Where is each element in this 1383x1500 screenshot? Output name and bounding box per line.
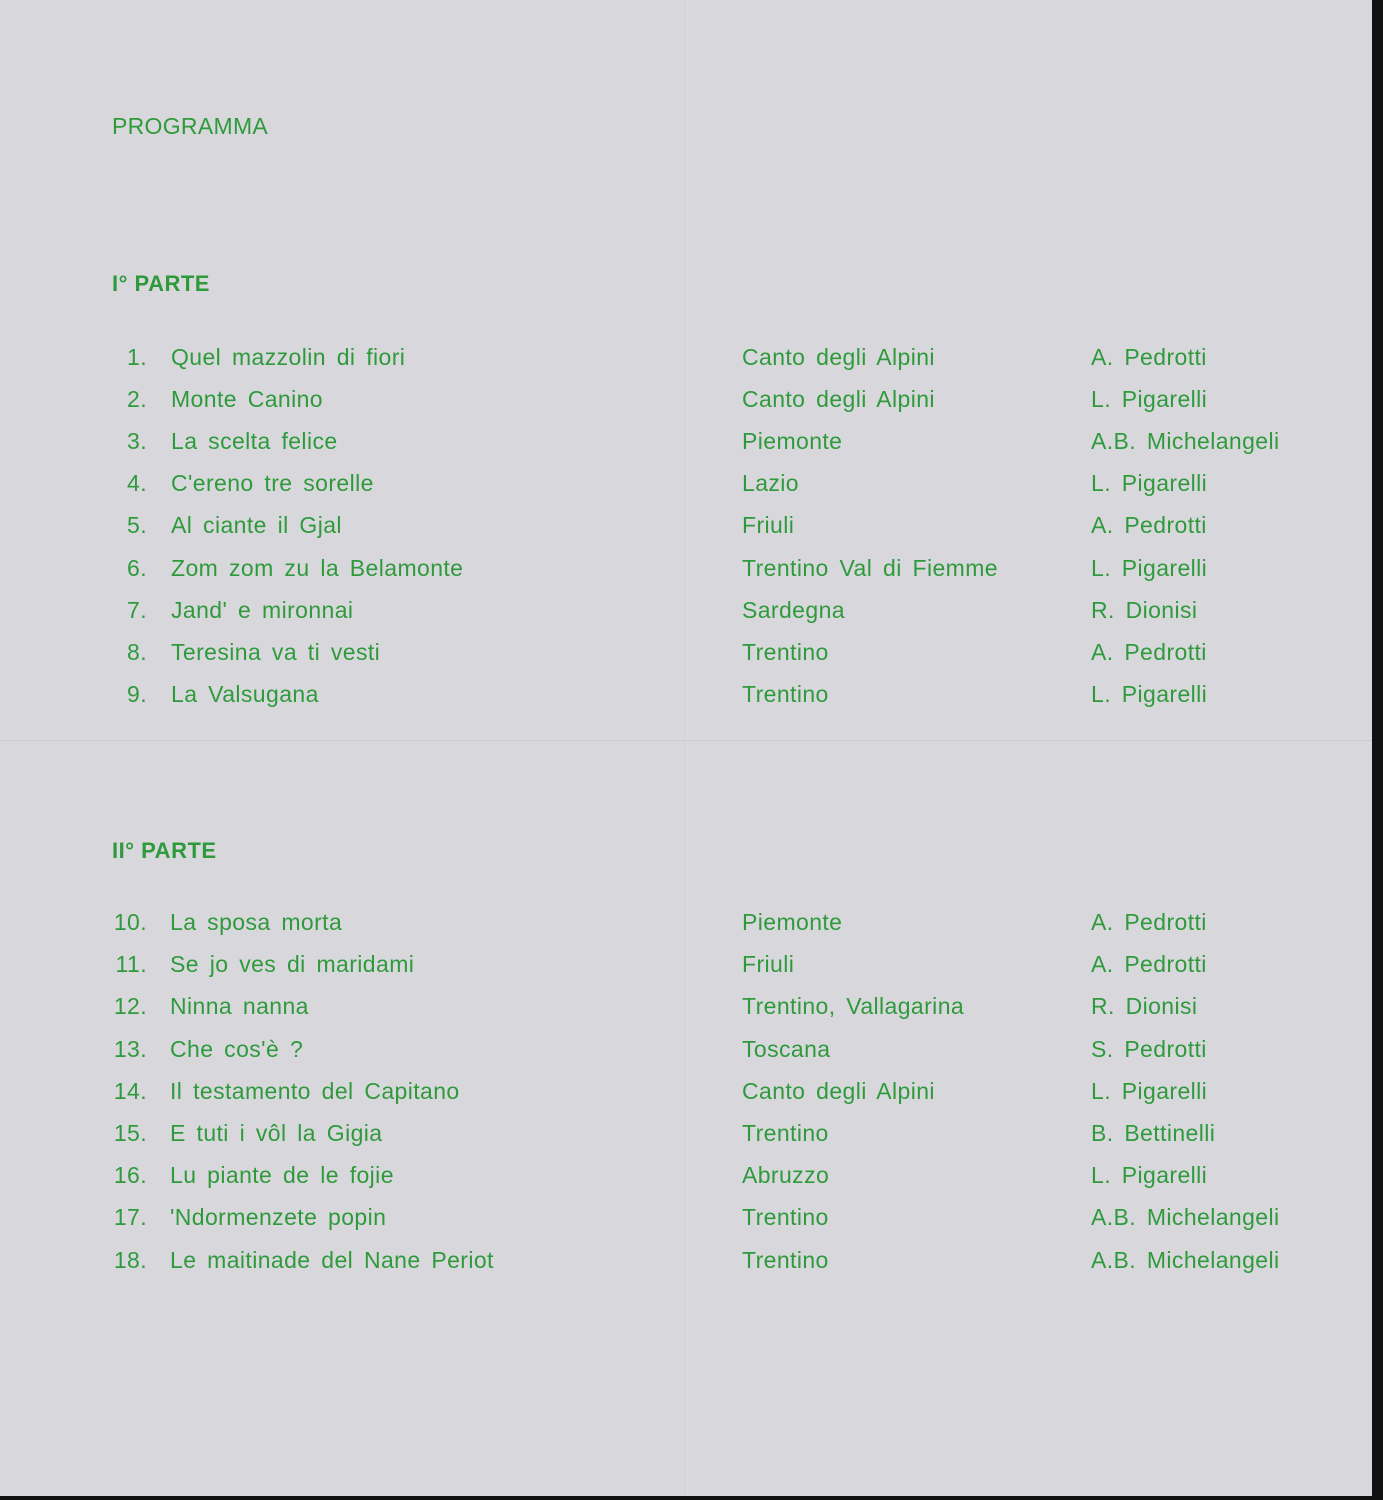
item-number: 10. — [113, 909, 147, 935]
song-title: E tuti i vôl la Gigia — [170, 1120, 383, 1146]
song-title: Al ciante il Gjal — [171, 512, 342, 539]
page-title: PROGRAMMA — [112, 113, 269, 139]
song-origin: Sardegna — [742, 596, 845, 623]
item-number: 15. — [113, 1120, 147, 1146]
song-origin: Trentino — [742, 1204, 829, 1231]
song-title: 'Ndormenzete popin — [170, 1204, 387, 1231]
song-title: Quel mazzolin di fiori — [171, 344, 406, 370]
song-arranger: L. Pigarelli — [1091, 470, 1208, 497]
song-origin: Trentino, Vallagarina — [742, 993, 965, 1020]
song-arranger: A. Pedrotti — [1091, 344, 1207, 370]
song-title: La Valsugana — [171, 680, 319, 707]
program-item — [0, 1247, 1372, 1279]
horizontal-fold-line — [0, 738, 1372, 741]
song-title: C'ereno tre sorelle — [171, 470, 374, 497]
song-arranger: S. Pedrotti — [1091, 1035, 1207, 1062]
song-title: Zom zom zu la Belamonte — [171, 554, 464, 581]
item-number: 13. — [113, 1035, 147, 1062]
program-item — [0, 639, 1372, 671]
program-item — [0, 1078, 1372, 1110]
program-item — [0, 1162, 1372, 1194]
song-arranger: A.B. Michelangeli — [1091, 428, 1280, 455]
song-title: La scelta felice — [171, 428, 338, 455]
song-origin: Trentino — [742, 680, 829, 707]
song-arranger: R. Dionisi — [1091, 596, 1198, 623]
item-number: 7. — [127, 596, 147, 623]
song-arranger: L. Pigarelli — [1091, 1077, 1208, 1104]
song-title: Jand' e mironnai — [171, 596, 354, 623]
program-item — [0, 951, 1372, 983]
program-item — [0, 428, 1372, 460]
song-arranger: L. Pigarelli — [1091, 1162, 1208, 1189]
song-origin: Lazio — [742, 470, 799, 497]
song-origin: Trentino — [742, 1246, 829, 1273]
song-origin: Canto degli Alpini — [742, 386, 935, 413]
song-title: Monte Canino — [171, 386, 323, 413]
song-origin: Trentino — [742, 638, 829, 665]
song-origin: Friuli — [742, 512, 795, 539]
song-origin: Trentino — [742, 1120, 829, 1146]
song-arranger: L. Pigarelli — [1091, 680, 1208, 707]
item-number: 12. — [113, 993, 147, 1020]
song-origin: Canto degli Alpini — [742, 344, 935, 370]
item-number: 8. — [127, 638, 147, 665]
part-1-heading: I° PARTE — [112, 271, 210, 296]
item-number: 1. — [127, 344, 147, 370]
song-arranger: A. Pedrotti — [1091, 909, 1207, 935]
song-arranger: L. Pigarelli — [1091, 554, 1208, 581]
scan-edge-right — [1372, 0, 1383, 1500]
program-item — [0, 512, 1372, 544]
program-item — [0, 1036, 1372, 1068]
song-arranger: A.B. Michelangeli — [1091, 1204, 1280, 1231]
program-item — [0, 1204, 1372, 1236]
song-arranger: A. Pedrotti — [1091, 638, 1207, 665]
program-item — [0, 597, 1372, 629]
song-title: Ninna nanna — [170, 993, 309, 1020]
program-item — [0, 1120, 1372, 1152]
song-origin: Abruzzo — [742, 1162, 830, 1189]
song-origin: Piemonte — [742, 428, 843, 455]
item-number: 5. — [127, 512, 147, 539]
program-item — [0, 681, 1372, 713]
program-item — [0, 909, 1372, 941]
song-arranger: A. Pedrotti — [1091, 951, 1207, 978]
song-origin: Piemonte — [742, 909, 843, 935]
song-origin: Canto degli Alpini — [742, 1077, 935, 1104]
song-title: Teresina va ti vesti — [171, 638, 381, 665]
program-item — [0, 386, 1372, 418]
item-number: 11. — [115, 951, 147, 978]
song-origin: Friuli — [742, 951, 795, 978]
item-number: 3. — [127, 428, 147, 455]
item-number: 18. — [113, 1246, 147, 1273]
item-number: 16. — [113, 1162, 147, 1189]
program-item — [0, 470, 1372, 502]
program-item — [0, 993, 1372, 1025]
song-arranger: A. Pedrotti — [1091, 512, 1207, 539]
song-title: Lu piante de le fojie — [170, 1162, 394, 1189]
song-arranger: B. Bettinelli — [1091, 1120, 1216, 1146]
item-number: 4. — [127, 470, 147, 497]
song-arranger: R. Dionisi — [1091, 993, 1198, 1020]
part-2-heading: II° PARTE — [112, 838, 217, 863]
song-origin: Toscana — [742, 1035, 831, 1062]
item-number: 14. — [113, 1077, 147, 1104]
song-title: Le maitinade del Nane Periot — [170, 1246, 494, 1273]
item-number: 17. — [113, 1204, 147, 1231]
scan-edge-bottom — [0, 1496, 1383, 1500]
item-number: 9. — [127, 680, 147, 707]
item-number: 6. — [127, 554, 147, 581]
item-number: 2. — [127, 386, 147, 413]
song-arranger: A.B. Michelangeli — [1091, 1246, 1280, 1273]
song-title: Che cos'è ? — [170, 1035, 304, 1062]
song-title: Il testamento del Capitano — [170, 1077, 460, 1104]
song-title: La sposa morta — [170, 909, 343, 935]
program-item — [0, 555, 1372, 587]
song-arranger: L. Pigarelli — [1091, 386, 1208, 413]
song-origin: Trentino Val di Fiemme — [742, 554, 998, 581]
song-title: Se jo ves di maridami — [170, 951, 415, 978]
program-item — [0, 344, 1372, 376]
